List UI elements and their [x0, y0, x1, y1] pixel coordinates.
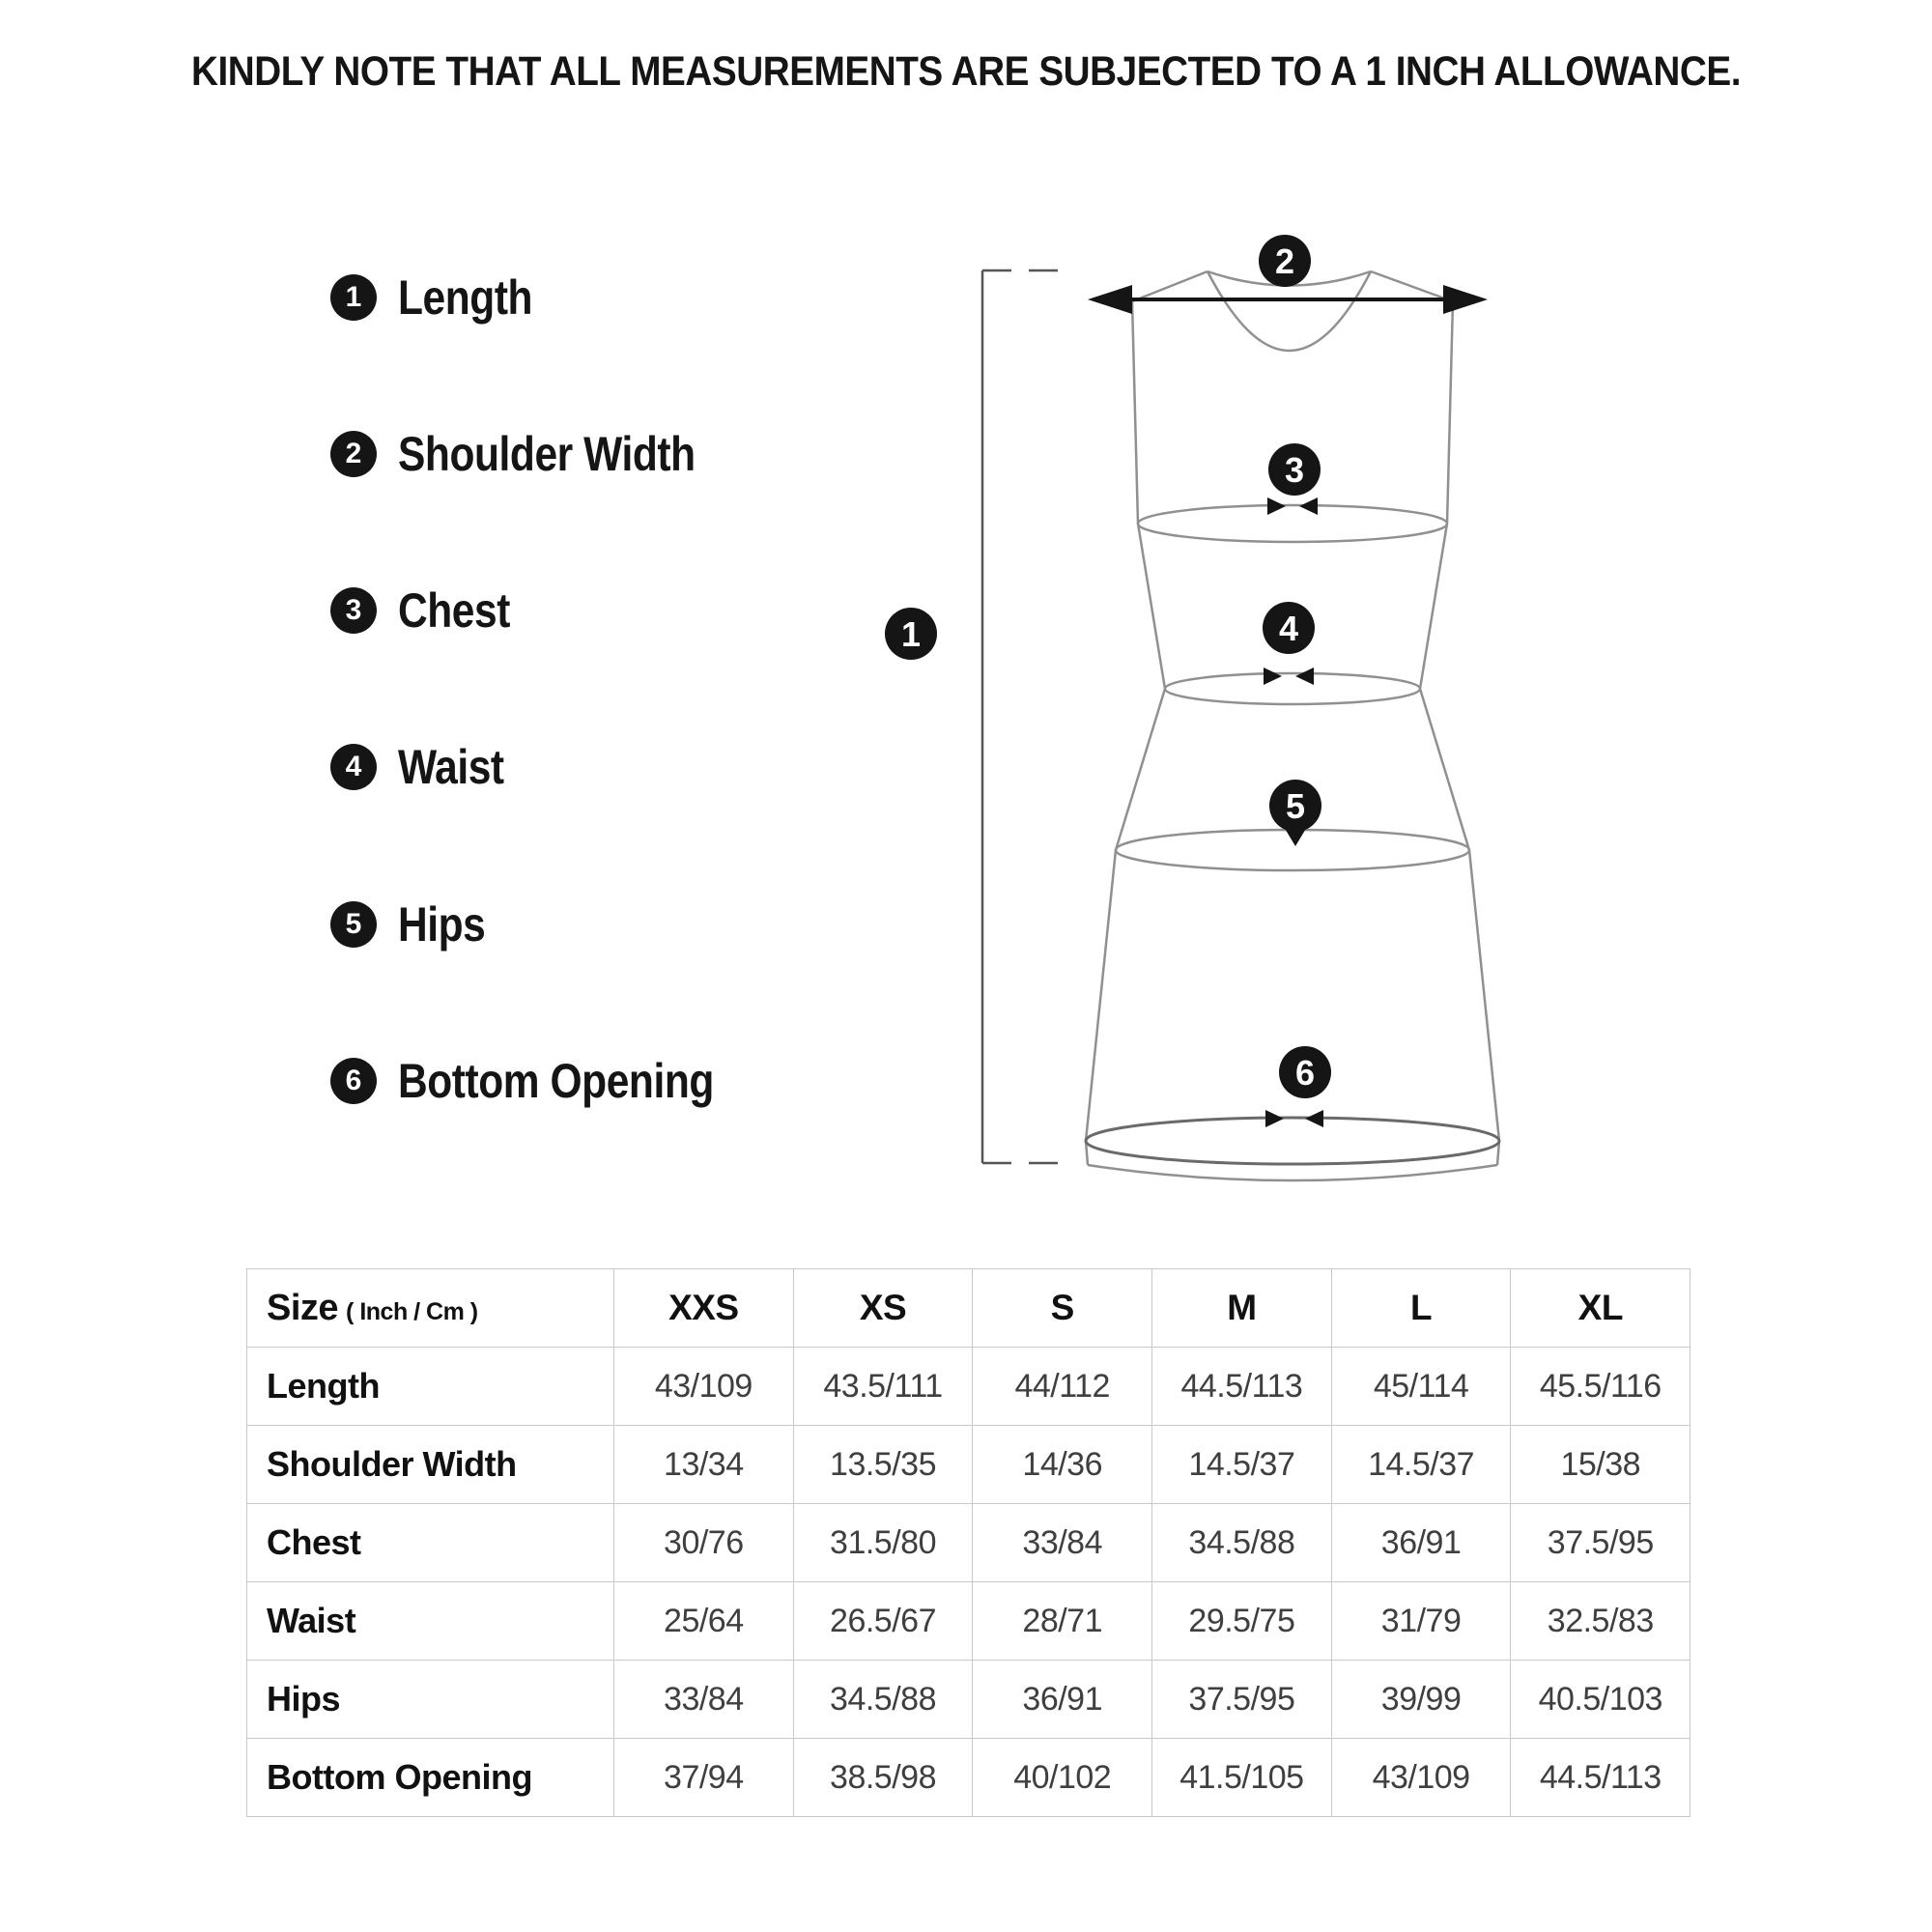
- hem-curve: [1088, 1165, 1497, 1180]
- length-dimension-bracket: [982, 270, 1070, 1163]
- table-cell: 44/112: [973, 1348, 1152, 1426]
- marker-2-shoulder-width: [1259, 235, 1311, 287]
- table-cell: 14.5/37: [1152, 1426, 1332, 1504]
- legend-number-badge: 1: [330, 274, 377, 321]
- table-row-hips: [247, 1661, 1690, 1739]
- right-side-seam: [1420, 301, 1499, 1165]
- table-cell: 31/79: [1331, 1582, 1511, 1661]
- legend-label: Length: [398, 270, 533, 325]
- table-cell: 37.5/95: [1511, 1504, 1690, 1582]
- table-row-bottom-opening: [247, 1739, 1690, 1817]
- size-header-cell: [247, 1269, 614, 1348]
- table-cell: 45/114: [1331, 1348, 1511, 1426]
- table-cell: 29.5/75: [1152, 1582, 1332, 1661]
- marker-1-length: [885, 608, 937, 660]
- marker-5-hips: [1269, 780, 1321, 846]
- table-cell: 44.5/113: [1511, 1739, 1690, 1817]
- table-cell: 14.5/37: [1331, 1426, 1511, 1504]
- chest-pointer-left: [1267, 497, 1286, 515]
- table-header-row: [247, 1269, 1690, 1348]
- table-cell: 32.5/83: [1511, 1582, 1690, 1661]
- table-cell: 41.5/105: [1152, 1739, 1332, 1817]
- table-cell: 43.5/111: [793, 1348, 973, 1426]
- table-cell: 36/91: [1331, 1504, 1511, 1582]
- legend-label: Shoulder Width: [398, 427, 696, 481]
- table-cell: 13.5/35: [793, 1426, 973, 1504]
- row-label: Hips: [247, 1661, 614, 1739]
- table-cell: 33/84: [614, 1661, 794, 1739]
- row-label: Waist: [247, 1582, 614, 1661]
- size-table: [246, 1268, 1690, 1809]
- legend-label: Bottom Opening: [398, 1054, 714, 1108]
- table-cell: 13/34: [614, 1426, 794, 1504]
- legend-label: Waist: [398, 740, 504, 794]
- table-cell: 43/109: [614, 1348, 794, 1426]
- table-cell: 26.5/67: [793, 1582, 973, 1661]
- size-label: Size: [267, 1287, 339, 1328]
- column-header-l: L: [1331, 1269, 1511, 1348]
- waist-line: [1165, 673, 1420, 704]
- table-cell: 39/99: [1331, 1661, 1511, 1739]
- table-row-length: [247, 1348, 1690, 1426]
- row-label: Bottom Opening: [247, 1739, 614, 1817]
- right-shoulder-seam: [1371, 271, 1453, 301]
- bottom-pointer-right: [1305, 1110, 1323, 1127]
- table-row-shoulder-width: [247, 1426, 1690, 1504]
- marker-number: 3: [1284, 449, 1305, 490]
- column-header-m: M: [1152, 1269, 1332, 1348]
- legend-number-badge: 5: [330, 901, 377, 948]
- waist-pointer-right: [1295, 668, 1314, 685]
- dress-outline: [1086, 271, 1499, 1180]
- legend-label: Chest: [398, 583, 510, 638]
- arrowhead-right: [1443, 285, 1488, 314]
- marker-5-tail: [1284, 827, 1307, 846]
- table-cell: 37/94: [614, 1739, 794, 1817]
- table-row-chest: [247, 1504, 1690, 1582]
- bottom-pointer-left: [1265, 1110, 1284, 1127]
- marker-6-bottom-opening: [1279, 1046, 1331, 1098]
- table-cell: 31.5/80: [793, 1504, 973, 1582]
- marker-number: 6: [1294, 1052, 1316, 1093]
- legend-number-badge: 2: [330, 431, 377, 477]
- table-cell: 14/36: [973, 1426, 1152, 1504]
- table-cell: 40/102: [973, 1739, 1152, 1817]
- table-cell: 37.5/95: [1152, 1661, 1332, 1739]
- chest-line: [1138, 505, 1447, 542]
- legend-label: Hips: [398, 897, 486, 952]
- chest-pointer-right: [1299, 497, 1318, 515]
- table-cell: 44.5/113: [1152, 1348, 1332, 1426]
- table-cell: 34.5/88: [1152, 1504, 1332, 1582]
- marker-3-chest: [1268, 443, 1321, 496]
- table-cell: 43/109: [1331, 1739, 1511, 1817]
- table-cell: 38.5/98: [793, 1739, 973, 1817]
- column-header-xs: XS: [793, 1269, 973, 1348]
- row-label: Length: [247, 1348, 614, 1426]
- row-label: Chest: [247, 1504, 614, 1582]
- bottom-opening-line: [1086, 1118, 1499, 1164]
- table-cell: 34.5/88: [793, 1661, 973, 1739]
- table-row-waist: [247, 1582, 1690, 1661]
- table-cell: 45.5/116: [1511, 1348, 1690, 1426]
- legend-number-badge: 3: [330, 587, 377, 634]
- diagram-markers: [885, 235, 1331, 1098]
- allowance-note: KINDLY NOTE THAT ALL MEASUREMENTS ARE SUBJECTED TO A 1 INCH ALLOWANCE.: [190, 48, 1742, 95]
- arrowhead-left: [1088, 285, 1132, 314]
- column-header-xl: XL: [1511, 1269, 1690, 1348]
- marker-4-waist: [1263, 602, 1315, 654]
- legend-number-badge: 4: [330, 744, 377, 790]
- legend-number-badge: 6: [330, 1058, 377, 1104]
- table-cell: 40.5/103: [1511, 1661, 1690, 1739]
- marker-number: 5: [1285, 785, 1306, 826]
- marker-number: 4: [1278, 608, 1299, 648]
- waist-pointer-left: [1264, 668, 1282, 685]
- left-shoulder-seam: [1132, 271, 1208, 301]
- column-header-xxs: XXS: [614, 1269, 794, 1348]
- column-header-s: S: [973, 1269, 1152, 1348]
- unit-label: ( Inch / Cm ): [346, 1297, 478, 1325]
- shoulder-width-arrow: [1088, 285, 1488, 314]
- marker-number: 2: [1274, 241, 1295, 281]
- table-cell: 25/64: [614, 1582, 794, 1661]
- left-side-seam: [1086, 301, 1165, 1165]
- marker-number: 1: [900, 613, 922, 654]
- table-cell: 36/91: [973, 1661, 1152, 1739]
- table-cell: 28/71: [973, 1582, 1152, 1661]
- table-cell: 33/84: [973, 1504, 1152, 1582]
- table-cell: 15/38: [1511, 1426, 1690, 1504]
- row-label: Shoulder Width: [247, 1426, 614, 1504]
- table-cell: 30/76: [614, 1504, 794, 1582]
